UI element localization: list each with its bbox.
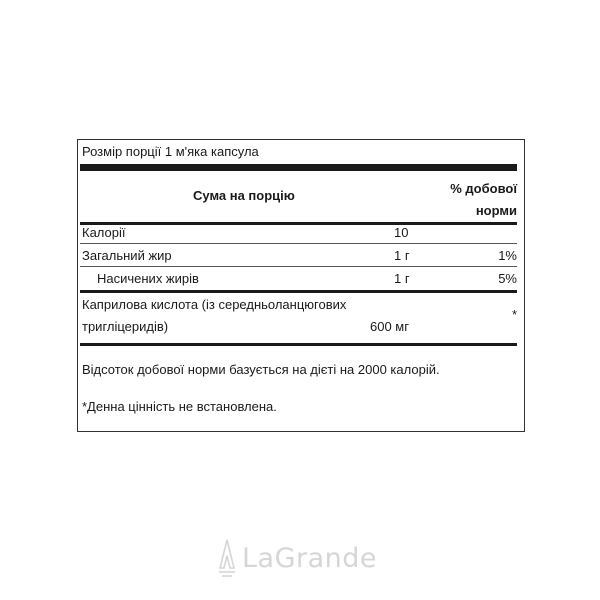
daily-value-header <box>427 178 517 222</box>
row-label-saturated-fat: Насичених жирів <box>97 271 199 286</box>
row-label-caprylic-acid-line2: тригліцеридів) <box>82 319 169 334</box>
daily-value-header-line2: норми <box>475 203 517 218</box>
row-label-caprylic-acid-line1: Каприлова кислота (із середньоланцюгових <box>82 297 347 312</box>
lamp-icon <box>216 538 238 578</box>
row-amount-total-fat: 1 г <box>394 248 410 263</box>
footnote-not-established: *Денна цінність не встановлена. <box>82 399 277 414</box>
watermark-text: LaGrande <box>242 542 378 574</box>
amount-per-serving-header: Сума на порцію <box>193 188 295 203</box>
row-amount-calories: 10 <box>394 225 409 240</box>
row-divider <box>80 266 517 267</box>
row-dv-caprylic-acid: * <box>511 307 517 322</box>
footnote-daily-value: Відсоток добової норми базується на дієті на 2000 калорій. <box>82 362 440 377</box>
supplement-facts-panel <box>77 139 525 432</box>
header-divider <box>80 222 517 225</box>
row-label-calories: Калорії <box>82 225 126 240</box>
row-amount-saturated-fat: 1 г <box>394 271 410 286</box>
row-dv-saturated-fat: 5% <box>498 271 517 286</box>
row-label-total-fat: Загальний жир <box>82 248 172 263</box>
thick-divider <box>80 164 517 171</box>
watermark-logo <box>216 538 377 578</box>
section-divider <box>80 290 517 293</box>
daily-value-header-line1: % добової <box>450 181 517 196</box>
section-divider <box>80 343 517 346</box>
serving-size: Розмір порції 1 м'яка капсула <box>82 144 259 159</box>
row-dv-total-fat: 1% <box>498 248 517 263</box>
row-amount-caprylic-acid: 600 мг <box>370 319 409 334</box>
row-divider <box>80 243 517 244</box>
